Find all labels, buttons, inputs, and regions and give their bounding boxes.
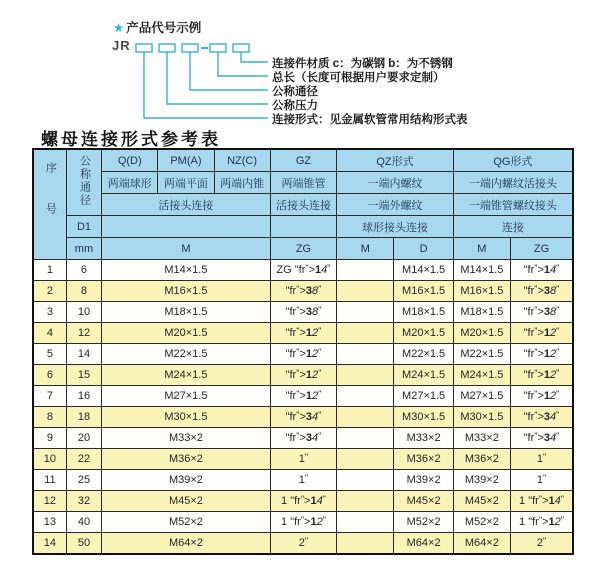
table-row [33,533,573,555]
cell-m: M30×1.5 [102,407,271,428]
cell-qz_d: M64×2 [394,533,453,555]
cell-qg_m: M39×2 [453,470,510,491]
code-prefix: JR [112,38,131,53]
table-row [33,491,573,512]
table-row [33,323,573,344]
table-header [33,149,573,260]
cell-m: M39×2 [102,470,271,491]
cell-m: M24×1.5 [102,365,271,386]
cell-zg: "fr">12" [270,344,337,365]
table-row [33,470,573,491]
header-row-2 [33,172,573,194]
cell-seq: 5 [33,344,66,365]
header-row-3 [33,194,573,216]
cell-seq: 8 [33,407,66,428]
cell-zg: "fr">12" [270,386,337,407]
cell-qz_m [337,449,394,470]
cell-qg_m: M45×2 [453,491,510,512]
cell-m: M36×2 [102,449,271,470]
table-row [33,407,573,428]
cell-m: M22×1.5 [102,344,271,365]
header-empty-1 [102,216,271,238]
cell-qz_m [337,407,394,428]
cell-qz_d: M27×1.5 [394,386,453,407]
cell-qg_zg: "fr">34" [510,407,573,428]
code-label-pressure: 公称压力 [272,100,318,112]
header-qz-m: M [337,238,394,260]
cell-qg_zg: "fr">12" [510,386,573,407]
cell-qg_zg: 1 "fr">12" [510,512,573,533]
cell-qz_d: M45×2 [394,491,453,512]
table-row [33,260,573,281]
cell-qz_m [337,386,394,407]
cell-dia: 40 [66,512,101,533]
cell-dia: 20 [66,428,101,449]
cell-qg_zg: 1" [510,470,573,491]
cell-qz_m [337,470,394,491]
cell-seq: 14 [33,533,66,555]
code-box-2 [159,44,175,52]
cell-qg_m: M64×2 [453,533,510,555]
table-row [33,386,573,407]
cell-qz_m [337,533,394,555]
header-nz: NZ(C) [214,149,270,172]
header-m-label: M [102,238,271,260]
diagram-heading-text: 产品代号示例 [126,21,202,35]
cell-dia: 10 [66,302,101,323]
cell-seq: 1 [33,260,66,281]
cell-seq: 10 [33,449,66,470]
cell-zg: "fr">12" [270,323,337,344]
cell-qg_zg: 1" [510,449,573,470]
star-icon: ★ [113,21,125,35]
code-label-connection: 连接形式：见金属软管常用结构形式表 [272,114,468,126]
cell-zg: 1" [270,449,337,470]
cell-zg: 1" [270,470,337,491]
header-qz-d: D [394,238,453,260]
cell-zg: "fr">12" [270,365,337,386]
table-row [33,449,573,470]
table-row [33,365,573,386]
cell-qz_d: M52×2 [394,512,453,533]
cell-qz_d: M30×1.5 [394,407,453,428]
code-box-5 [233,44,249,52]
header-gz-sub: 两端锥管 [270,172,337,194]
cell-qg_m: M30×1.5 [453,407,510,428]
table-row [33,302,573,323]
cell-dia: 8 [66,281,101,302]
cell-qz_m [337,260,394,281]
header-d1: D1 [66,216,101,238]
cell-qz_d: M20×1.5 [394,323,453,344]
cell-qg_m: M24×1.5 [453,365,510,386]
header-qz-sub2: 一端外螺纹 [337,194,454,216]
cell-dia: 25 [66,470,101,491]
cell-seq: 2 [33,281,66,302]
cell-dia: 32 [66,491,101,512]
cell-dia: 15 [66,365,101,386]
table-row [33,281,573,302]
table-row [33,512,573,533]
cell-m: M14×1.5 [102,260,271,281]
cell-seq: 7 [33,386,66,407]
cell-qg_zg: "fr">38" [510,302,573,323]
cell-zg: 1 "fr">12" [270,512,337,533]
table-body [33,260,573,555]
header-gz: GZ [270,149,337,172]
header-row-5 [33,238,573,260]
header-qz: QZ形式 [337,149,454,172]
cell-seq: 6 [33,365,66,386]
cell-m: M18×1.5 [102,302,271,323]
header-seq: 序号 [33,149,66,260]
cell-qz_d: M39×2 [394,470,453,491]
cell-m: M33×2 [102,428,271,449]
cell-qg_zg: "fr">12" [510,344,573,365]
cell-qz_m [337,302,394,323]
cell-qg_zg: 2" [510,533,573,555]
diagram-heading [113,18,201,36]
header-union-conn: 活接头连接 [102,194,271,216]
cell-zg: "fr">34" [270,407,337,428]
cell-zg: "fr">34" [270,428,337,449]
cell-qg_m: M16×1.5 [453,281,510,302]
cell-qg_m: M33×2 [453,428,510,449]
header-q-sub: 两端球形 [102,172,158,194]
table-row [33,428,573,449]
cell-seq: 4 [33,323,66,344]
cell-qg_m: M14×1.5 [453,260,510,281]
header-qg-conn: 连接 [453,216,573,238]
cell-qz_m [337,323,394,344]
cell-zg: 2" [270,533,337,555]
cell-zg: "fr">38" [270,302,337,323]
cell-qg_m: M36×2 [453,449,510,470]
cell-dia: 18 [66,407,101,428]
cell-qz_m [337,428,394,449]
cell-qz_d: M18×1.5 [394,302,453,323]
header-empty-2 [270,216,337,238]
cell-qg_m: M18×1.5 [453,302,510,323]
cell-m: M20×1.5 [102,323,271,344]
cell-zg: ZG "fr">14" [270,260,337,281]
header-qg-sub2: 一端锥管螺纹接头 [453,194,573,216]
cell-qg_zg: "fr">12" [510,365,573,386]
cell-qz_d: M16×1.5 [394,281,453,302]
code-box-1 [136,44,152,52]
cell-qz_d: M36×2 [394,449,453,470]
code-label-diameter: 公称通径 [272,86,318,98]
header-gz-unit: ZG [270,238,337,260]
cell-qg_m: M20×1.5 [453,323,510,344]
header-mm: mm [66,238,101,260]
table-row [33,344,573,365]
cell-seq: 11 [33,470,66,491]
header-qg: QG形式 [453,149,573,172]
cell-dia: 22 [66,449,101,470]
cell-qg_zg: "fr">34" [510,428,573,449]
cell-qz_d: M33×2 [394,428,453,449]
header-qg-m: M [453,238,510,260]
header-nz-sub: 两端内锥 [214,172,270,194]
header-dia: 公称通径 [66,149,101,216]
cell-seq: 3 [33,302,66,323]
cell-seq: 13 [33,512,66,533]
cell-qz_m [337,281,394,302]
header-q: Q(D) [102,149,158,172]
cell-qz_d: M24×1.5 [394,365,453,386]
reference-table-wrap [32,148,574,555]
cell-dia: 16 [66,386,101,407]
header-pm: PM(A) [158,149,214,172]
cell-m: M45×2 [102,491,271,512]
cell-qz_d: M22×1.5 [394,344,453,365]
header-qg-sub1: 一端内螺纹活接头 [453,172,573,194]
table-title: 螺母连接形式参考表 [41,130,221,149]
code-label-length: 总长（长度可根据用户要求定制） [272,72,445,84]
cell-qz_m [337,365,394,386]
cell-qg_zg: "fr">38" [510,281,573,302]
code-label-material: 连接件材质 c：为碳钢 b：为不锈钢 [272,58,453,70]
cell-m: M27×1.5 [102,386,271,407]
header-qz-sub1: 一端内螺纹 [337,172,454,194]
cell-qg_m: M22×1.5 [453,344,510,365]
cell-qg_zg: "fr">12" [510,323,573,344]
cell-dia: 6 [66,260,101,281]
cell-qz_m [337,491,394,512]
header-row-4 [33,216,573,238]
cell-dia: 50 [66,533,101,555]
cell-qz_m [337,512,394,533]
header-gz-conn: 活接头连接 [270,194,337,216]
cell-qz_m [337,344,394,365]
header-qz-conn: 球形接头连接 [337,216,454,238]
cell-zg: "fr">38" [270,281,337,302]
cell-dia: 14 [66,344,101,365]
product-code-diagram [0,0,600,130]
nut-connection-table [32,148,574,555]
cell-qg_m: M52×2 [453,512,510,533]
header-pm-sub: 两端平面 [158,172,214,194]
cell-zg: 1 "fr">14" [270,491,337,512]
cell-qg_zg: 1 "fr">14" [510,491,573,512]
cell-m: M16×1.5 [102,281,271,302]
header-qg-zg: ZG [510,238,573,260]
cell-dia: 12 [66,323,101,344]
cell-seq: 9 [33,428,66,449]
cell-qg_m: M27×1.5 [453,386,510,407]
cell-m: M64×2 [102,533,271,555]
cell-seq: 12 [33,491,66,512]
cell-m: M52×2 [102,512,271,533]
code-box-3 [182,44,198,52]
cell-qg_zg: "fr">14" [510,260,573,281]
cell-qz_d: M14×1.5 [394,260,453,281]
code-box-4 [210,44,226,52]
header-row-1 [33,149,573,172]
